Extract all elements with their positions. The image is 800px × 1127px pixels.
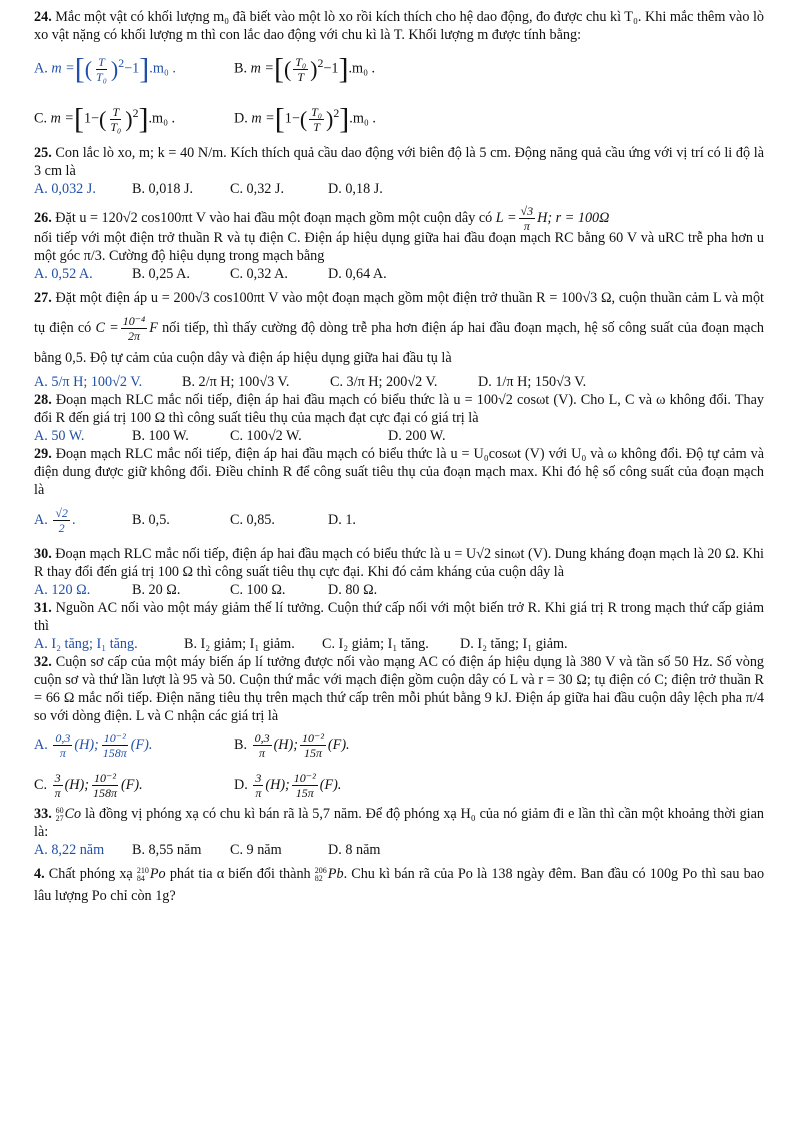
- options-row: [34, 841, 764, 859]
- option-c: C. $\frac{3}{\pi}$ (H); $\frac{\text{10⁻²}}{158\pi}$ (F).: [34, 770, 143, 800]
- exam-page: [34, 8, 764, 907]
- question-27: 27. Đặt một điện áp u = 200√3 cos100πt V vào một đoạn mạch gồm một điện trở thuần R = 100√3 Ω, cuộn thuần cảm L và một tụ điện có C = $\frac{\text{10⁻⁴}}{2\pi}$ F nối tiếp, thì thấy cường độ dòng trễ pha hơn điện áp hai đầu đoạn mạch, hệ số công suất của đoạn mạch bằng 0,5. Độ tự cảm của cuộn dây và điện áp hiệu dụng giữa hai đầu tụ là A. 5/π H; 100√2 V. B. 2/π H; 100√3 V. C. 3/π H; 200√2 V. D. 1/π H; 150√3 V.: [34, 290, 764, 391]
- option-b: B. 0,018 J.: [132, 181, 194, 197]
- option-b: B. 8,55 năm: [132, 842, 202, 859]
- option-a: A. I₂ tăng; I₁ tăng.: [34, 636, 138, 653]
- option-b: B. 20 Ω.: [132, 582, 181, 599]
- question-31: [34, 599, 764, 653]
- options-row-cd: [34, 765, 764, 805]
- isotope-notation-po: 210 84: [136, 865, 149, 883]
- question-number: 25.: [34, 145, 52, 161]
- option-c: C. 9 năm: [230, 842, 282, 859]
- option-b: B. 100 W.: [132, 428, 189, 445]
- options-row: [34, 373, 764, 391]
- question-text: Nguồn AC nối vào một máy giảm thế lí tưởng. Cuộn thứ cấp nối với một biến trở R. Khi giá trị R trong mạch thứ cấp giảm thì: [34, 600, 765, 635]
- question-number: 30.: [34, 546, 52, 563]
- question-26: 26. Đặt u = 120√2 cos100πt V vào hai đầu một đoạn mạch gồm một cuộn dây có L = $\frac{√3}{\pi}$ H; r = 100Ω nối tiếp với một điện trở thuần R và tụ điện C. Điện áp hiệu dụng giữa hai đầu đoạn mạch RC bằng 60 V và uRC trễ pha hơn u một góc π/3. Cường độ hiệu dụng trong mạch bằng A. 0,52 A. B. 0,25 A. C. 0,32 A. D. 0,64 A.: [34, 204, 764, 282]
- option-c: C. 100 Ω.: [230, 582, 286, 599]
- question-text: Đoạn mạch RLC mắc nối tiếp, điện áp hai đầu mạch có biểu thức là u = U√2 sinωt (V). Dung kháng đoạn mạch là 20 Ω. Khi R thay đổi đến giá trị 100 Ω thì công suất tiêu thụ cực đại. Khi đó cảm kháng của cuộn dây là: [34, 546, 764, 581]
- option-b: B. I₂ giảm; I₁ giảm.: [184, 636, 295, 653]
- question-text: Cuộn sơ cấp của một máy biến áp lí tưởng được nối vào mạng AC có điện áp hiệu dụng là 380 V và tần số 50 Hz. Số vòng cuộn sơ và thứ lần lượt là 95 và 50. Cuộn thứ mắc với mạch điện gồm cuộn dây có L và r = 30 Ω; tụ điện có C; điện trở thuần R = 66 Ω mắc nối tiếp. Điện năng tiêu thụ trên mạch thứ cấp trên mỗi phút bằng 9 kJ. Điện áp giữa hai đầu cuộn dây lệch pha π/4 so với dòng điện. L và C nhận các giá trị là: [34, 654, 765, 725]
- question-text: Đoạn mạch RLC mắc nối tiếp, điện áp hai đầu mạch có biểu thức là u = 100√2 cosωt (V). Cho L, C và ω không đổi. Thay đổi R đến giá trị 100 Ω thì công suất tiêu thụ của mạch đạt cực đại có giá trị là: [34, 392, 765, 427]
- options-row: [34, 427, 764, 445]
- option-a: A. m =[( $\frac{T}{\text{T₀}}$ )$^2$−1].m₀ .: [34, 52, 176, 86]
- option-d: D. 8 năm: [328, 842, 381, 859]
- option-c: C. 0,32 J.: [230, 181, 284, 197]
- options-row-ab: [34, 44, 764, 94]
- option-a: A. $\frac{0,3}{\pi}$ (H); $\frac{\text{10⁻²}}{158\pi}$ (F).: [34, 730, 153, 760]
- option-c: C. 0,32 A.: [230, 266, 288, 282]
- option-b: B. $\frac{0,3}{\pi}$ (H); $\frac{\text{10⁻²}}{15\pi}$ (F).: [234, 730, 350, 760]
- option-c: C. 100√2 W.: [230, 428, 302, 445]
- isotope-notation: 60 27: [55, 805, 64, 823]
- option-a: A. 5/π H; 100√2 V.: [34, 374, 143, 391]
- options-row: [34, 180, 764, 198]
- question-24: [34, 8, 764, 144]
- question-number: 4.: [34, 866, 45, 883]
- option-d: D. 0,18 J.: [328, 181, 383, 197]
- question-text: Mắc một vật có khối lượng m₀ đã biết vào một lò xo rồi kích thích cho hệ dao động, đo được chu kì T₀. Khi mắc thêm vào lò xo vật nặng có khối lượng m thì con lắc dao động với chu kì là T. Khối lượng m được tính bằng:: [34, 9, 765, 43]
- question-text: Đoạn mạch RLC mắc nối tiếp, điện áp hai đầu mạch có biểu thức là u = U₀cosωt (V) với U₀ và ω không đổi. Độ tự cảm và điện dung được giữ không đổi. Điều chỉnh R để công suất tiêu thụ của đoạn mạch max. Khi đó hệ số công suất của đoạn mạch là: [34, 446, 764, 499]
- question-32: [34, 653, 764, 805]
- options-row: [34, 635, 764, 653]
- option-a: A. 50 W.: [34, 428, 85, 445]
- option-c: C. 3/π H; 200√2 V.: [330, 374, 438, 391]
- question-4: 4. Chất phóng xạ 210 84 Po phát tia α biến đổi thành 206 82 Pb. Chu kì bán rã của Po là 138 ngày đêm. Ban đầu có 100g Po thì sau bao lâu lượng Po chỉ còn 1g?: [34, 865, 765, 905]
- question-28: [34, 391, 764, 445]
- question-text: Con lắc lò xo, m; k = 40 N/m. Kích thích quả cầu dao động với biên độ là 5 cm. Động năng quả cầu ứng với vị trí có li độ là 3 cm là: [34, 145, 764, 179]
- option-b: B. 2/π H; 100√3 V.: [182, 374, 290, 391]
- question-33: 33. 60 27 Co là đồng vị phóng xạ có chu kì bán rã là 5,7 năm. Để độ phóng xạ H₀ của nó giảm đi e lần thì cần một khoảng thời gian là: A. 8,22 năm B. 8,55 năm C. 9 năm D. 8 năm: [34, 805, 765, 859]
- options-row-cd: [34, 94, 764, 144]
- question-25: [34, 144, 764, 198]
- option-d: D. $\frac{3}{\pi}$ (H); $\frac{\text{10⁻²}}{15\pi}$ (F).: [234, 770, 342, 800]
- option-b: B. 0,5.: [132, 512, 170, 529]
- question-number: 29.: [34, 446, 52, 463]
- option-c: C. 0,85.: [230, 512, 275, 529]
- options-row: [34, 499, 764, 541]
- question-number: 33.: [34, 806, 52, 823]
- question-number: 26.: [34, 209, 52, 226]
- option-a: A. $\frac{√2}{2}$ .: [34, 505, 76, 535]
- option-d: D. 1/π H; 150√3 V.: [478, 374, 587, 391]
- options-row: [34, 581, 764, 599]
- option-c: C. m =[1−( $\frac{T}{\text{T₀}}$ )$^2$].m₀ .: [34, 102, 176, 136]
- option-a: A. 120 Ω.: [34, 582, 91, 599]
- option-a: A. 0,52 A.: [34, 266, 93, 282]
- options-row-ab: [34, 725, 764, 765]
- option-c: C. I₂ giảm; I₁ tăng.: [322, 636, 429, 653]
- option-d: D. 1.: [328, 512, 356, 529]
- question-number: 27.: [34, 290, 52, 306]
- options-row: [34, 265, 764, 283]
- option-a: A. 8,22 năm: [34, 842, 105, 859]
- question-29: [34, 445, 764, 541]
- question-number: 24.: [34, 9, 52, 25]
- option-d: D. I₂ tăng; I₁ giảm.: [460, 636, 568, 653]
- question-number: 32.: [34, 654, 52, 671]
- option-a: A. 0,032 J.: [34, 181, 96, 197]
- question-text: là đồng vị phóng xạ có chu kì bán rã là 5,7 năm. Để độ phóng xạ H₀ của nó giảm đi e lần thì cần một khoảng thời gian là:: [34, 806, 765, 841]
- question-30: [34, 545, 764, 599]
- option-d: D. 200 W.: [388, 428, 446, 445]
- option-d: D. 0,64 A.: [328, 266, 387, 282]
- option-b: B. m =[( $\frac{\text{T₀}}{T}$ )$^2$−1].m₀ .: [234, 52, 376, 86]
- question-number: 28.: [34, 392, 52, 409]
- option-d: D. 80 Ω.: [328, 582, 378, 599]
- question-number: 31.: [34, 600, 52, 617]
- option-d: D. m =[1−( $\frac{\text{T₀}}{T}$ )$^2$].m₀ .: [234, 102, 376, 136]
- option-b: B. 0,25 A.: [132, 266, 190, 282]
- isotope-notation-pb: 206 82: [314, 865, 327, 883]
